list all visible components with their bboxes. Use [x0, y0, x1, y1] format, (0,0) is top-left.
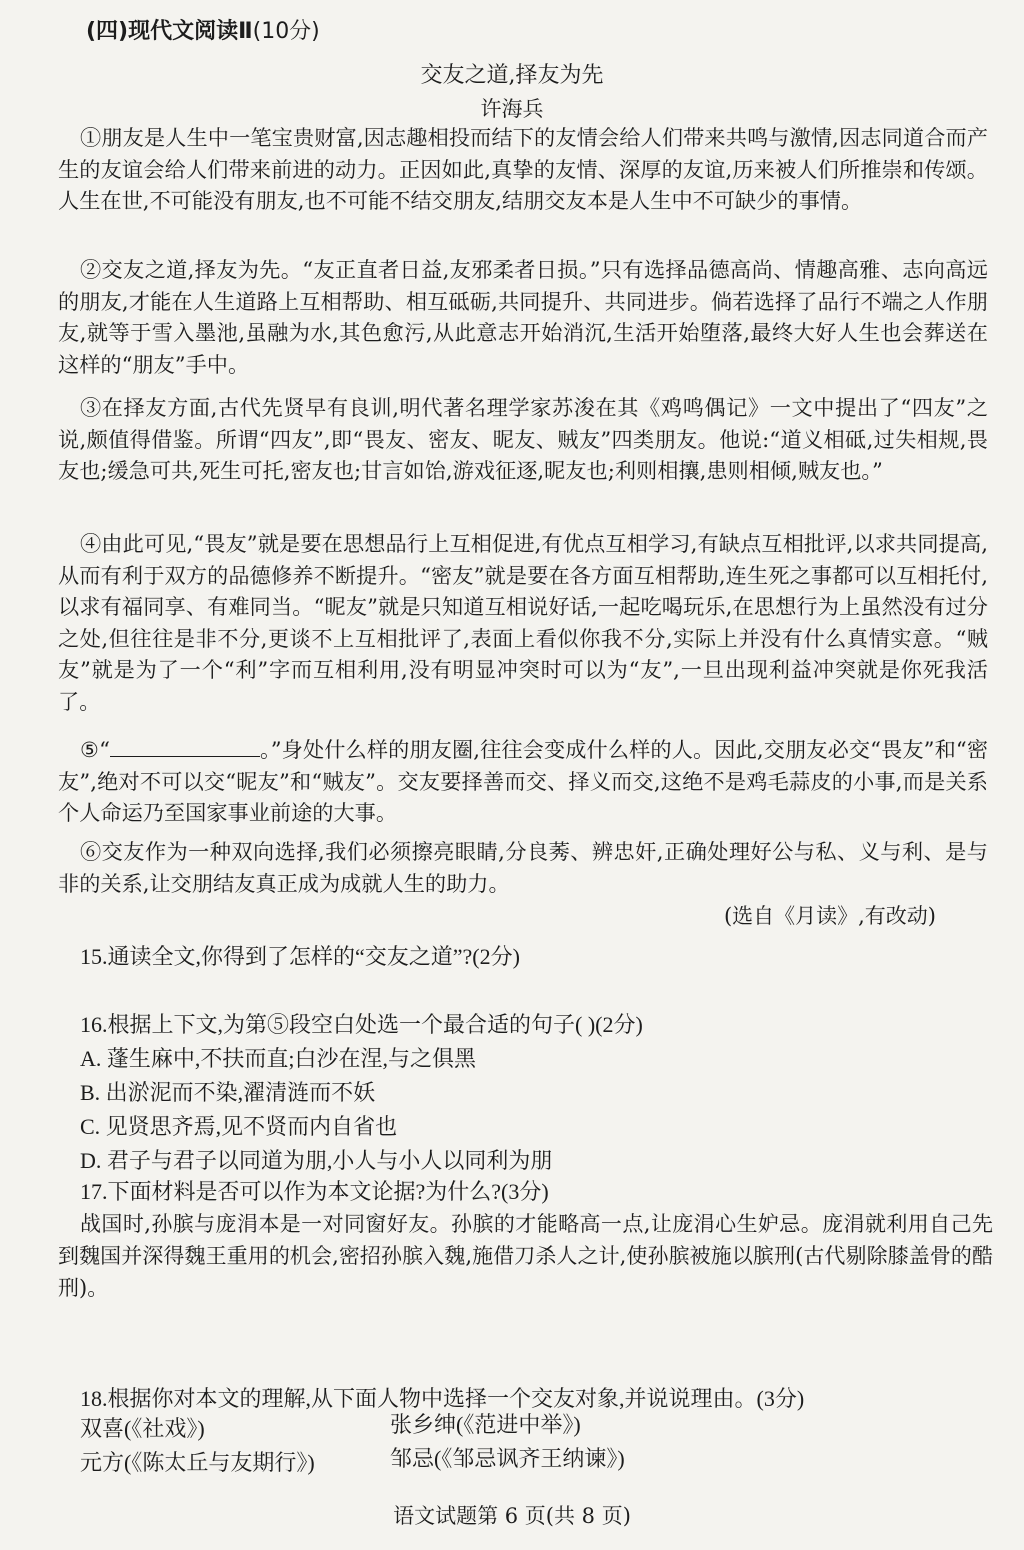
question-17-material	[58, 1208, 993, 1304]
paragraph-3	[58, 392, 988, 487]
paragraph-6	[58, 836, 988, 899]
fill-blank[interactable]	[110, 738, 260, 757]
article-title: 交友之道,择友为先	[420, 63, 604, 88]
paragraph-1-text: ①朋友是人生中一笔宝贵财富,因志趣相投而结下的友情会给人们带来共鸣与激情,因志同道合而产生的友谊会给人们带来前进的动力。正因如此,真挚的友情、深厚的友谊,历来被人们所推崇和传颂。人生在世,不可能没有朋友,也不可能不结交朋友,结朋交友本是人生中不可缺少的事情。	[58, 125, 988, 214]
paragraph-5-open: ⑤“	[80, 737, 110, 762]
section-heading	[86, 14, 320, 45]
paragraph-5	[58, 734, 988, 829]
question-17-material-text: 战国时,孙膑与庞涓本是一对同窗好友。孙膑的才能略高一点,让庞涓心生妒忌。庞涓就利用自己先到魏国并深得魏王重用的机会,密招孙膑入魏,施借刀杀人之计,使孙膑被施以膑刑(古代剔除膝盖骨的酷刑)。	[58, 1212, 993, 1300]
option-b: B. 出淤泥而不染,濯清涟而不妖	[80, 1080, 376, 1105]
person-shuangxi: 双喜(《社戏》)	[80, 1416, 205, 1441]
question-17: 17.下面材料是否可以作为本文论据?为什么?(3分)	[80, 1179, 549, 1204]
question-15: 15.通读全文,你得到了怎样的“交友之道”?(2分)	[80, 944, 520, 969]
page-footer: 语文试题第 6 页(共 8 页)	[393, 1504, 631, 1528]
article-author: 许海兵	[480, 97, 544, 121]
paragraph-5-text: 。”身处什么样的朋友圈,往往会变成什么样的人。因此,交朋友必交“畏友”和“密友”,绝对不可以交“昵友”和“贼友”。交友要择善而交、择义而交,这绝不是鸡毛蒜皮的小事,而是关系个人命运乃至国家事业前途的大事。	[58, 737, 989, 826]
option-a: A. 蓬生麻中,不扶而直;白沙在涅,与之俱黑	[80, 1046, 477, 1071]
person-yuanfang: 元方(《陈太丘与友期行》)	[80, 1450, 315, 1475]
paragraph-4	[58, 528, 988, 718]
person-zouji: 邹忌(《邹忌讽齐王纳谏》)	[390, 1446, 625, 1471]
question-16: 16.根据上下文,为第⑤段空白处选一个最合适的句子( )(2分)	[80, 1012, 643, 1037]
paragraph-1	[58, 122, 988, 217]
option-c: C. 见贤思齐焉,见不贤而内自省也	[80, 1114, 398, 1139]
person-zhang-xiangshen: 张乡绅(《范进中举》)	[390, 1412, 581, 1437]
paragraph-4-text: ④由此可见,“畏友”就是要在思想品行上互相促进,有优点互相学习,有缺点互相批评,以求共同提高,从而有利于双方的品德修养不断提升。“密友”就是要在各方面互相帮助,连生死之事都可以互相托付,以求有福同享、有难同当。“昵友”就是只知道互相说好话,一起吃喝玩乐,在思想行为上虽然没有过分之处,但往往是非不分,更谈不上互相批评了,表面上看似你我不分,实际上并没有什么真情实意。“贼友”就是为了一个“利”字而互相利用,没有明显冲突时可以为“友”,一旦出现利益冲突就是你死我活了。	[58, 531, 988, 714]
source-note: (选自《月读》,有改动)	[723, 904, 936, 928]
question-18: 18.根据你对本文的理解,从下面人物中选择一个交友对象,并说说理由。(3分)	[80, 1386, 805, 1411]
section-title: (四)现代文阅读Ⅱ	[86, 19, 253, 44]
paragraph-6-text: ⑥交友作为一种双向选择,我们必须擦亮眼睛,分良莠、辨忠奸,正确处理好公与私、义与利、是与非的关系,让交朋结友真正成为成就人生的助力。	[58, 839, 988, 896]
paragraph-2	[58, 254, 988, 380]
paragraph-3-text: ③在择友方面,古代先贤早有良训,明代著名理学家苏浚在其《鸡鸣偶记》一文中提出了“四友”之说,颇值得借鉴。所谓“四友”,即“畏友、密友、昵友、贼友”四类朋友。他说:“道义相砥,过失相规,畏友也;缓急可共,死生可托,密友也;甘言如饴,游戏征逐,昵友也;利则相攘,患则相倾,贼友也。”	[58, 395, 988, 484]
section-score: (10分)	[252, 19, 320, 44]
paragraph-2-text: ②交友之道,择友为先。“友正直者日益,友邪柔者日损。”只有选择品德高尚、情趣高雅、志向高远的朋友,才能在人生道路上互相帮助、相互砥砺,共同提升、共同进步。倘若选择了品行不端之人作朋友,就等于雪入墨池,虽融为水,其色愈污,从此意志开始消沉,生活开始堕落,最终大好人生也会葬送在这样的“朋友”手中。	[58, 257, 988, 377]
option-d: D. 君子与君子以同道为朋,小人与小人以同利为朋	[80, 1148, 553, 1173]
